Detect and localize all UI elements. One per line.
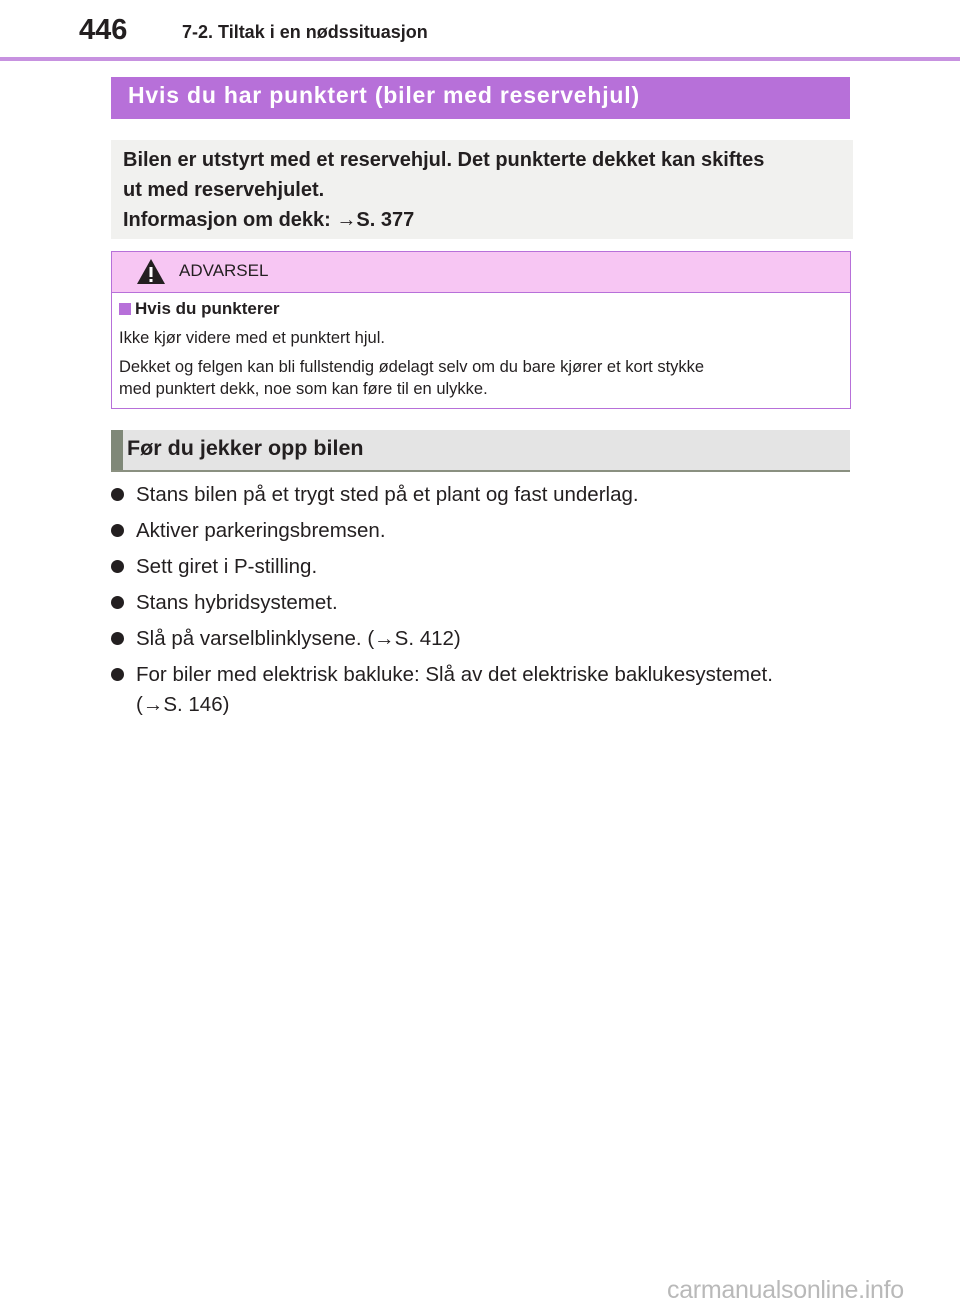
subheading-accent xyxy=(111,430,123,470)
bullet-dot-icon xyxy=(111,560,124,573)
watermark: carmanualsonline.info xyxy=(667,1276,904,1304)
bullet-dot-icon xyxy=(111,488,124,501)
intro-line-2: ut med reservehjulet. xyxy=(123,179,325,201)
warning-text-1: Ikke kjør videre med et punktert hjul. xyxy=(119,329,385,347)
subheading-text: Før du jekker opp bilen xyxy=(127,436,364,460)
list-item-text: Slå på varselblinklysene. (→S. 412) xyxy=(136,627,461,650)
page-number: 446 xyxy=(79,14,128,46)
list-item xyxy=(111,660,851,720)
topic-title-bar xyxy=(111,77,850,119)
warning-label: ADVARSEL xyxy=(179,261,269,280)
list-item-text: Stans hybridsystemet. xyxy=(136,591,338,614)
list-item-text: Stans bilen på et trygt sted på et plant og fast underlag. xyxy=(136,483,639,506)
intro-box xyxy=(111,140,853,239)
bullet-dot-icon xyxy=(111,596,124,609)
warning-body xyxy=(112,293,850,400)
list-item-text: Sett giret i P-stilling. xyxy=(136,555,318,578)
bullet-dot-icon xyxy=(111,632,124,645)
list-item xyxy=(111,624,851,654)
topic-title: Hvis du har punktert (biler med reservehjul) xyxy=(128,82,640,108)
section-title: 7-2. Tiltak i en nødssituasjon xyxy=(182,22,428,42)
warning-box xyxy=(111,251,851,409)
list-item xyxy=(111,516,851,546)
intro-line-3: Informasjon om dekk: →S. 377 xyxy=(123,209,415,231)
list-item xyxy=(111,552,851,582)
list-item xyxy=(111,480,851,510)
bullet-dot-icon xyxy=(111,524,124,537)
warning-header xyxy=(112,252,850,293)
intro-line-1: Bilen er utstyrt med et reservehjul. Det punkterte dekket kan skiftes xyxy=(123,149,765,171)
header-divider xyxy=(0,57,960,61)
list-item-text: Aktiver parkeringsbremsen. xyxy=(136,519,386,542)
bullet-dot-icon xyxy=(111,668,124,681)
warning-subheading-text: Hvis du punkterer xyxy=(135,299,280,318)
square-bullet-icon xyxy=(119,303,131,315)
warning-triangle-icon xyxy=(136,258,166,285)
list-item-text: For biler med elektrisk bakluke: Slå av det elektriske baklukesystemet. xyxy=(136,663,773,686)
list-item-continuation: (→S. 146) xyxy=(136,693,230,716)
subheading-bar xyxy=(111,430,850,472)
page-header xyxy=(0,0,960,62)
list-item xyxy=(111,588,851,618)
warning-subheading xyxy=(119,299,850,319)
steps-list xyxy=(111,480,851,726)
warning-text-2-line-2: med punktert dekk, noe som kan føre til en ulykke. xyxy=(119,380,488,398)
warning-text-2-line-1: Dekket og felgen kan bli fullstendig ødelagt selv om du bare kjører et kort stykke xyxy=(119,358,705,376)
